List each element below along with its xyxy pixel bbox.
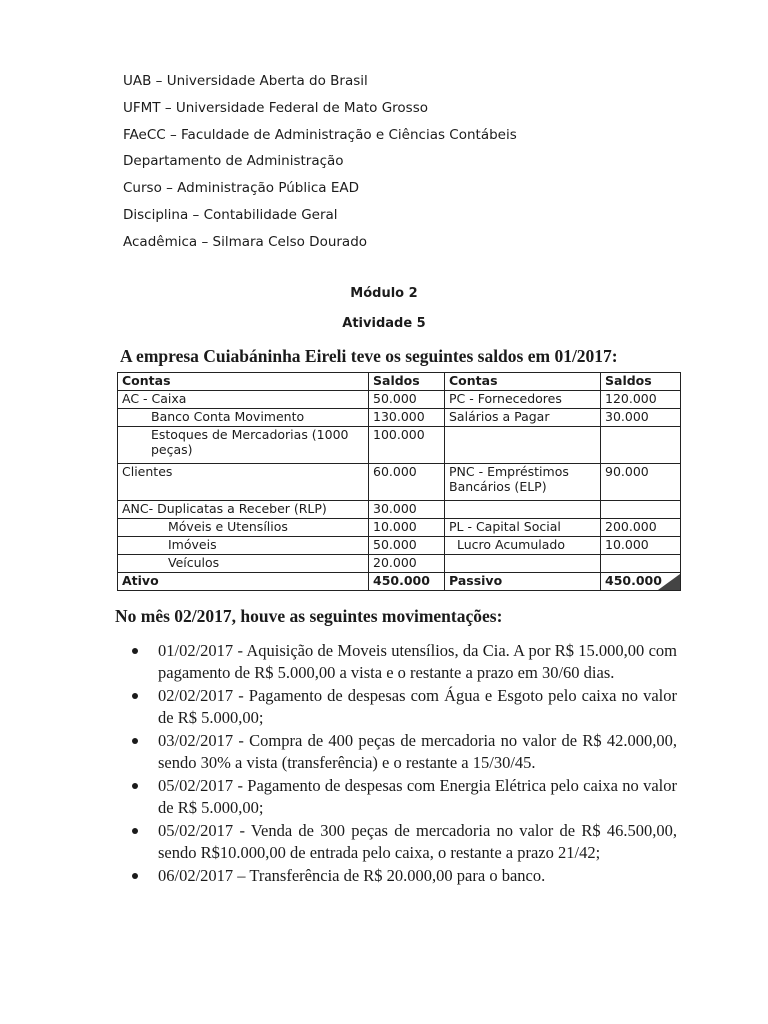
table-row	[118, 409, 681, 427]
table-header-balances: Saldos	[601, 373, 681, 391]
account-cell: PC - Fornecedores	[445, 391, 601, 409]
account-cell	[445, 501, 601, 519]
header-line: Acadêmica – Silmara Celso Dourado	[123, 233, 368, 250]
list-item	[132, 730, 677, 773]
account-cell	[445, 427, 601, 464]
movements-heading: No mês 02/2017, houve as seguintes movimentações:	[115, 606, 503, 626]
table-header-accounts: Contas	[118, 373, 369, 391]
account-cell: Salários a Pagar	[445, 409, 601, 427]
table-row	[118, 391, 681, 409]
bullet-icon	[132, 648, 138, 654]
balance-cell	[601, 427, 681, 464]
balance-cell: 10.000	[369, 519, 445, 537]
list-item	[132, 685, 677, 728]
total-assets-label: Ativo	[118, 573, 369, 591]
balance-cell: 50.000	[369, 391, 445, 409]
list-item-text: 01/02/2017 - Aquisição de Moveis utensílios, da Cia. A por R$ 15.000,00 com pagamento de R$ 5.000,00 a vista e o restante a prazo em 30/60 dias.	[158, 641, 677, 682]
balance-cell: 20.000	[369, 555, 445, 573]
balance-cell: 130.000	[369, 409, 445, 427]
account-cell	[445, 555, 601, 573]
account-cell: Veículos	[118, 555, 369, 573]
bullet-icon	[132, 873, 138, 879]
table-row	[118, 501, 681, 519]
account-cell: Móveis e Utensílios	[118, 519, 369, 537]
list-item-text: 05/02/2017 - Pagamento de despesas com Energia Elétrica pelo caixa no valor de R$ 5.000,00;	[158, 776, 677, 817]
institution-header	[123, 68, 623, 256]
account-cell: PL - Capital Social	[445, 519, 601, 537]
account-cell: Clientes	[118, 464, 369, 501]
bullet-icon	[132, 693, 138, 699]
list-item-text: 06/02/2017 – Transferência de R$ 20.000,00 para o banco.	[158, 866, 546, 885]
table-header-accounts: Contas	[445, 373, 601, 391]
list-item	[132, 820, 677, 863]
account-cell: PNC - Empréstimos Bancários (ELP)	[445, 464, 601, 501]
header-line: FAeCC – Faculdade de Administração e Ciências Contábeis	[123, 126, 517, 143]
list-item-text: 05/02/2017 - Venda de 300 peças de mercadoria no valor de R$ 46.500,00, sendo R$10.000,00 de entrada pelo caixa, o restante a prazo 21/42;	[158, 821, 677, 862]
balance-cell: 90.000	[601, 464, 681, 501]
activity-title: Atividade 5	[342, 316, 426, 331]
total-assets-value: 450.000	[369, 573, 445, 591]
bullet-icon	[132, 828, 138, 834]
header-line: Curso – Administração Pública EAD	[123, 180, 360, 197]
account-cell: Banco Conta Movimento	[118, 409, 369, 427]
account-cell: Imóveis	[118, 537, 369, 555]
balance-cell: 60.000	[369, 464, 445, 501]
balance-cell: 10.000	[601, 537, 681, 555]
table-row	[118, 464, 681, 501]
table-row	[118, 537, 681, 555]
account-cell: ANC- Duplicatas a Receber (RLP)	[118, 501, 369, 519]
account-cell: AC - Caixa	[118, 391, 369, 409]
list-item	[132, 865, 677, 887]
table-row	[118, 555, 681, 573]
header-line: UFMT – Universidade Federal de Mato Grosso	[123, 99, 429, 116]
list-item	[132, 640, 677, 683]
balance-cell: 30.000	[601, 409, 681, 427]
balance-cell	[601, 501, 681, 519]
balance-cell: 200.000	[601, 519, 681, 537]
intro-statement: A empresa Cuiabáninha Eireli teve os seguintes saldos em 01/2017:	[120, 346, 618, 366]
total-liabilities-value: 450.000	[601, 573, 681, 591]
balance-cell: 30.000	[369, 501, 445, 519]
table-total-row	[118, 573, 681, 591]
header-line: UAB – Universidade Aberta do Brasil	[123, 73, 368, 89]
bullet-icon	[132, 738, 138, 744]
balance-cell: 120.000	[601, 391, 681, 409]
header-line: Disciplina – Contabilidade Geral	[123, 206, 338, 223]
table-header-row	[118, 373, 681, 391]
movements-list	[132, 640, 677, 889]
balance-table	[117, 372, 681, 591]
header-line: Departamento de Administração	[123, 153, 344, 170]
balance-cell: 100.000	[369, 427, 445, 464]
total-liabilities-label: Passivo	[445, 573, 601, 591]
balance-cell	[601, 555, 681, 573]
table-row	[118, 519, 681, 537]
balance-cell: 50.000	[369, 537, 445, 555]
account-cell: Lucro Acumulado	[445, 537, 601, 555]
list-item	[132, 775, 677, 818]
table-row	[118, 427, 681, 464]
bullet-icon	[132, 783, 138, 789]
account-cell: Estoques de Mercadorias (1000 peças)	[118, 427, 369, 464]
list-item-text: 03/02/2017 - Compra de 400 peças de mercadoria no valor de R$ 42.000,00, sendo 30% a vista (transferência) e o restante a 15/30/45.	[158, 731, 677, 772]
list-item-text: 02/02/2017 - Pagamento de despesas com Água e Esgoto pelo caixa no valor de R$ 5.000,00;	[158, 686, 677, 727]
table-header-balances: Saldos	[369, 373, 445, 391]
module-title: Módulo 2	[350, 286, 418, 301]
